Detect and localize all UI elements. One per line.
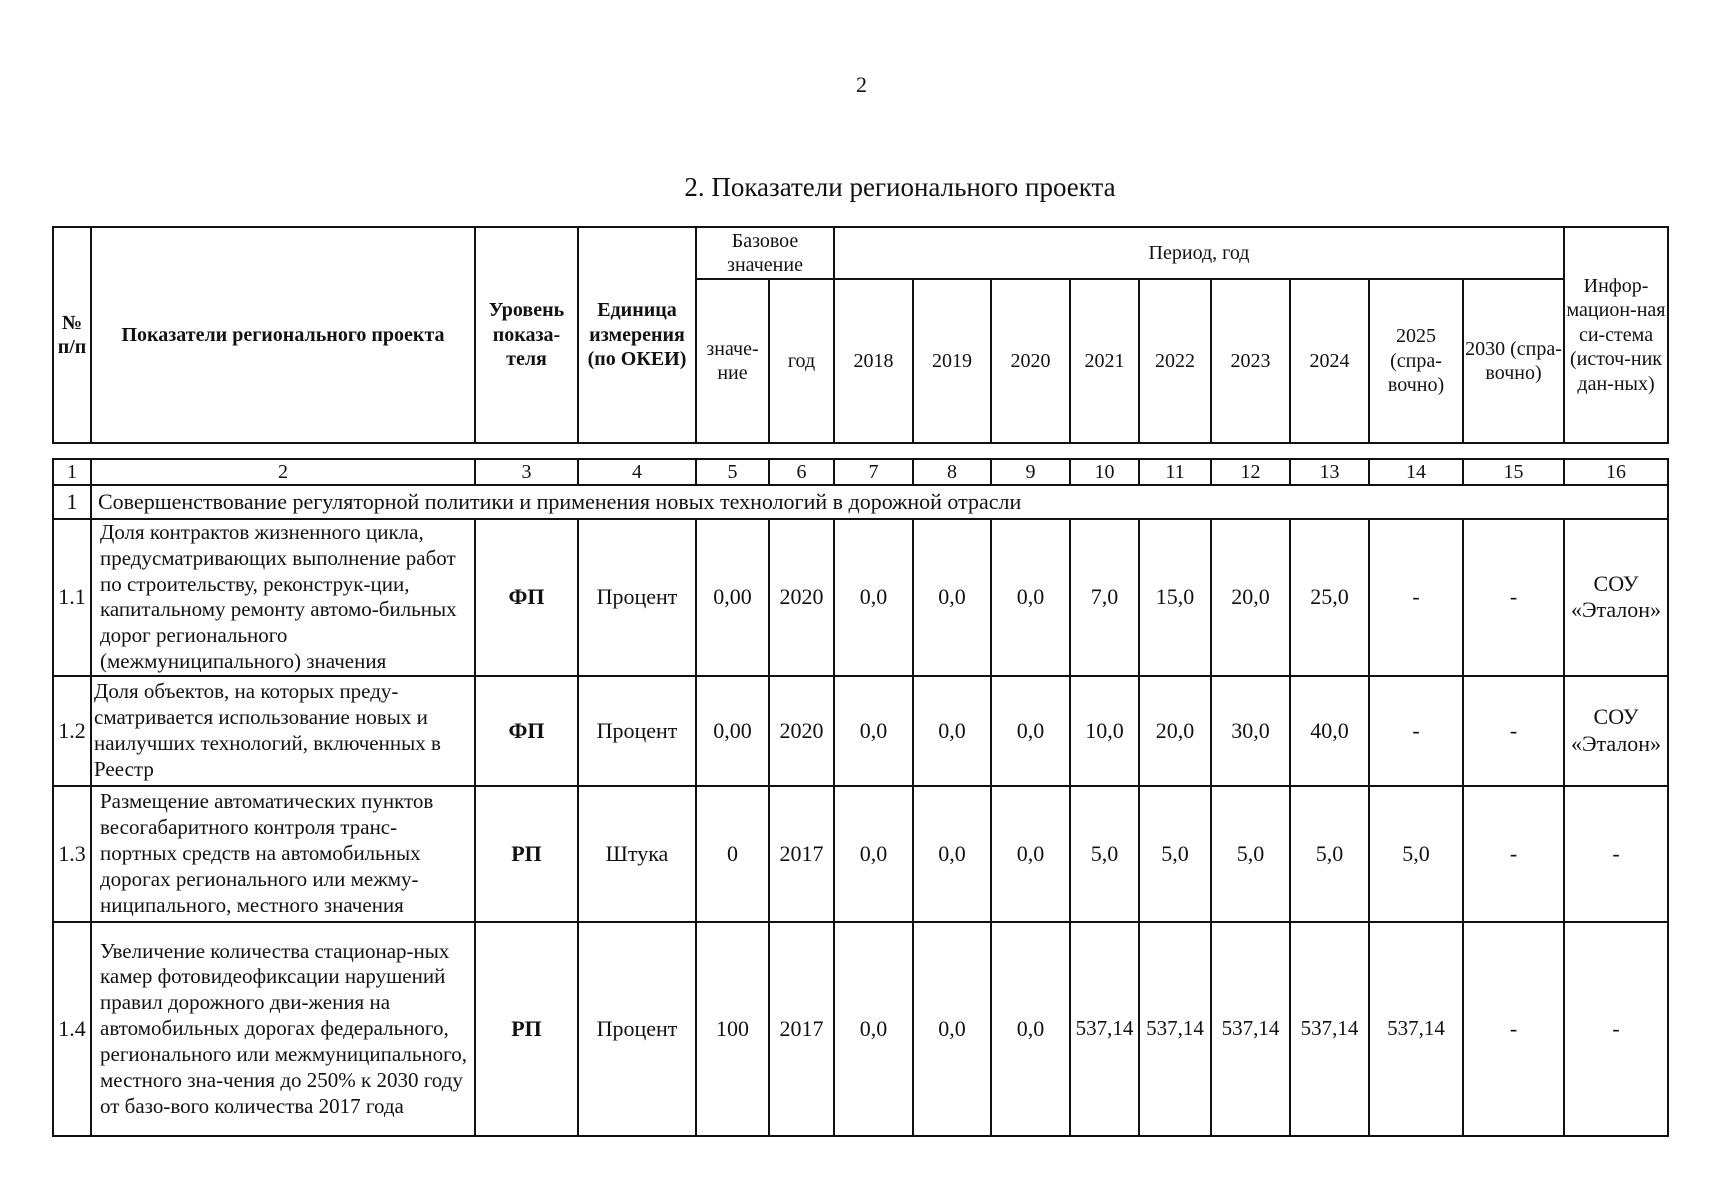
row-value-2020: 0,0: [991, 519, 1070, 676]
column-number: 11: [1139, 459, 1211, 485]
column-number: 7: [834, 459, 913, 485]
header-level: Уровень показа-теля: [475, 227, 578, 443]
header-year-2020: 2020: [991, 279, 1070, 443]
row-value-2018: 0,0: [834, 786, 913, 922]
row-value-2020: 0,0: [991, 922, 1070, 1136]
row-source: -: [1564, 922, 1668, 1136]
row-value-2021: 10,0: [1070, 676, 1139, 786]
row-base-year: 2020: [769, 519, 834, 676]
header-year-2022: 2022: [1139, 279, 1211, 443]
row-base-value: 0,00: [696, 519, 769, 676]
row-value-2023: 537,14: [1211, 922, 1290, 1136]
column-number: 10: [1070, 459, 1139, 485]
column-numbers-row: [53, 459, 1668, 485]
header-year-2021: 2021: [1070, 279, 1139, 443]
row-value-2019: 0,0: [913, 519, 991, 676]
column-number: 15: [1463, 459, 1564, 485]
row-base-value: 100: [696, 922, 769, 1136]
row-indicator-name: Доля контрактов жизненного цикла, предусматривающих выполнение работ по строительству, реконструк-ции, капитальному ремонту автомо-бильных дорог регионального (межмуниципального) значения: [91, 519, 475, 676]
header-base-year: год: [769, 279, 834, 443]
header-year-2023: 2023: [1211, 279, 1290, 443]
row-value-2021: 537,14: [1070, 922, 1139, 1136]
header-year-2018: 2018: [834, 279, 913, 443]
column-number: 1: [53, 459, 91, 485]
row-base-value: 0: [696, 786, 769, 922]
row-unit: Штука: [578, 786, 696, 922]
row-value-2021: 7,0: [1070, 519, 1139, 676]
row-value-2025: -: [1369, 519, 1463, 676]
row-source: -: [1564, 786, 1668, 922]
row-value-2022: 537,14: [1139, 922, 1211, 1136]
row-value-2024: 537,14: [1290, 922, 1369, 1136]
row-value-2022: 20,0: [1139, 676, 1211, 786]
row-value-2019: 0,0: [913, 922, 991, 1136]
row-value-2023: 30,0: [1211, 676, 1290, 786]
row-value-2023: 5,0: [1211, 786, 1290, 922]
row-value-2025: 5,0: [1369, 786, 1463, 922]
column-number: 9: [991, 459, 1070, 485]
row-num: 1.3: [53, 786, 91, 922]
row-value-2018: 0,0: [834, 519, 913, 676]
row-value-2024: 5,0: [1290, 786, 1369, 922]
table-row: [53, 676, 1668, 786]
row-value-2021: 5,0: [1070, 786, 1139, 922]
row-value-2024: 40,0: [1290, 676, 1369, 786]
page-number: 2: [856, 72, 867, 97]
column-number: 16: [1564, 459, 1668, 485]
column-number: 12: [1211, 459, 1290, 485]
table-row: [53, 519, 1668, 676]
row-base-year: 2017: [769, 922, 834, 1136]
row-value-2024: 25,0: [1290, 519, 1369, 676]
row-value-2022: 5,0: [1139, 786, 1211, 922]
row-source: СОУ «Эталон»: [1564, 676, 1668, 786]
row-level: ФП: [475, 519, 578, 676]
row-level: ФП: [475, 676, 578, 786]
row-source: СОУ «Эталон»: [1564, 519, 1668, 676]
row-value-2019: 0,0: [913, 676, 991, 786]
header-year-2019: 2019: [913, 279, 991, 443]
section-title: Совершенствование регуляторной политики и применения новых технологий в дорожной отрасли: [91, 485, 1668, 519]
row-indicator-name: Доля объектов, на которых преду-сматривается использование новых и наилучших технологий, включенных в Реестр: [91, 676, 475, 786]
column-number: 8: [913, 459, 991, 485]
header-base: Базовое значение: [696, 227, 834, 279]
indicators-table-header: [52, 226, 1669, 444]
row-unit: Процент: [578, 922, 696, 1136]
row-value-2018: 0,0: [834, 922, 913, 1136]
row-value-2030: -: [1463, 786, 1564, 922]
row-indicator-name: Размещение автоматических пунктов весогабаритного контроля транс-портных средств на автомобильных дорогах регионального или межму-ниципального, местного значения: [91, 786, 475, 922]
section-row: [53, 485, 1668, 519]
indicators-table: [52, 458, 1669, 1137]
column-number: 13: [1290, 459, 1369, 485]
row-num: 1.2: [53, 676, 91, 786]
row-indicator-name: Увеличение количества стационар-ных камер фотовидеофиксации нарушений правил дорожного дви-жения на автомобильных дорогах федерального, регионального или межмуниципального, местного зна-чения до 250% к 2030 году от базо-вого количества 2017 года: [91, 922, 475, 1136]
row-num: 1.4: [53, 922, 91, 1136]
header-year-2024: 2024: [1290, 279, 1369, 443]
page-title: 2. Показатели регионального проекта: [684, 172, 1116, 202]
row-value-2025: -: [1369, 676, 1463, 786]
column-number: 2: [91, 459, 475, 485]
header-info: Инфор-мацион-ная си-стема (источ-ник дан-ных): [1564, 227, 1668, 443]
header-year-2025: 2025 (спра-вочно): [1369, 279, 1463, 443]
row-unit: Процент: [578, 519, 696, 676]
row-value-2020: 0,0: [991, 786, 1070, 922]
section-num: 1: [53, 485, 91, 519]
column-number: 5: [696, 459, 769, 485]
row-value-2030: -: [1463, 922, 1564, 1136]
row-value-2018: 0,0: [834, 676, 913, 786]
header-num: № п/п: [53, 227, 91, 443]
row-level: РП: [475, 786, 578, 922]
column-number: 6: [769, 459, 834, 485]
column-number: 4: [578, 459, 696, 485]
row-value-2023: 20,0: [1211, 519, 1290, 676]
row-base-value: 0,00: [696, 676, 769, 786]
row-num: 1.1: [53, 519, 91, 676]
header-indicators: Показатели регионального проекта: [91, 227, 475, 443]
column-number: 14: [1369, 459, 1463, 485]
row-base-year: 2020: [769, 676, 834, 786]
row-value-2020: 0,0: [991, 676, 1070, 786]
table-row: [53, 922, 1668, 1136]
row-base-year: 2017: [769, 786, 834, 922]
header-base-value: значе-ние: [696, 279, 769, 443]
row-value-2030: -: [1463, 676, 1564, 786]
row-value-2022: 15,0: [1139, 519, 1211, 676]
column-number: 3: [475, 459, 578, 485]
row-value-2030: -: [1463, 519, 1564, 676]
row-value-2025: 537,14: [1369, 922, 1463, 1136]
header-period: Период, год: [834, 227, 1564, 279]
header-year-2030: 2030 (спра-вочно): [1463, 279, 1564, 443]
row-value-2019: 0,0: [913, 786, 991, 922]
header-unit: Единица измерения (по ОКЕИ): [578, 227, 696, 443]
table-row: [53, 786, 1668, 922]
row-level: РП: [475, 922, 578, 1136]
row-unit: Процент: [578, 676, 696, 786]
